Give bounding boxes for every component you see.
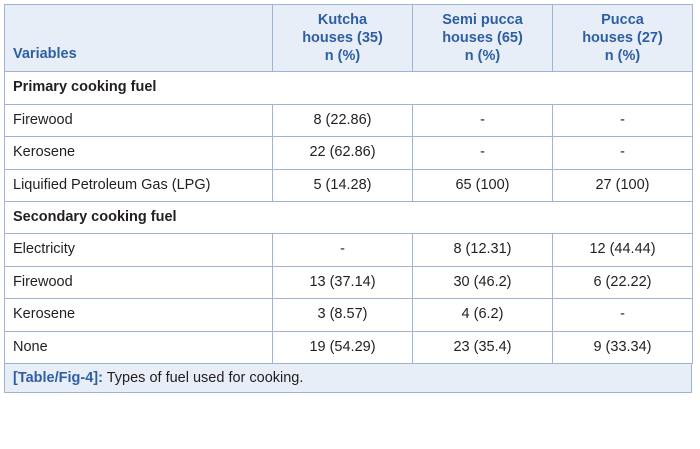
table-body: [5, 72, 693, 364]
cell-kutcha: 19 (54.29): [273, 331, 413, 363]
table-row: [5, 104, 693, 136]
row-label: Liquified Petroleum Gas (LPG): [5, 169, 273, 201]
cell-semi-pucca: -: [413, 137, 553, 169]
table-header: [5, 5, 693, 72]
column-header-semi-pucca: [413, 5, 553, 72]
column-header-semi-pucca-line1: Semi pucca: [442, 12, 523, 28]
cell-pucca: -: [553, 299, 693, 331]
column-header-kutcha: [273, 5, 413, 72]
cell-semi-pucca: 8 (12.31): [413, 234, 553, 266]
row-label: Firewood: [5, 104, 273, 136]
cell-pucca: 6 (22.22): [553, 266, 693, 298]
row-label: Kerosene: [5, 137, 273, 169]
cell-pucca: 9 (33.34): [553, 331, 693, 363]
table-row: [5, 234, 693, 266]
column-header-variables-line1: Variables: [13, 46, 77, 63]
row-label: None: [5, 331, 273, 363]
table-row: [5, 299, 693, 331]
cell-kutcha: 5 (14.28): [273, 169, 413, 201]
caption-text: Types of fuel used for cooking.: [106, 369, 304, 386]
column-header-semi-pucca-line2: houses (65): [442, 30, 523, 47]
cell-kutcha: -: [273, 234, 413, 266]
section-title-secondary: Secondary cooking fuel: [5, 201, 693, 233]
row-label: Firewood: [5, 266, 273, 298]
table-row: [5, 266, 693, 298]
column-header-pucca: [553, 5, 693, 72]
row-label: Kerosene: [5, 299, 273, 331]
cell-pucca: 27 (100): [553, 169, 693, 201]
fuel-table: [4, 4, 693, 364]
table-caption: [4, 364, 692, 393]
cell-semi-pucca: -: [413, 104, 553, 136]
cell-semi-pucca: 30 (46.2): [413, 266, 553, 298]
cell-semi-pucca: 4 (6.2): [413, 299, 553, 331]
section-title-primary: Primary cooking fuel: [5, 72, 693, 104]
cell-semi-pucca: 65 (100): [413, 169, 553, 201]
cell-pucca: -: [553, 137, 693, 169]
column-header-kutcha-line1: Kutcha: [317, 12, 368, 28]
column-header-kutcha-line3: n (%): [324, 48, 361, 65]
table-row: [5, 331, 693, 363]
section-header-row: [5, 201, 693, 233]
fuel-table-container: [4, 4, 692, 364]
table-row: [5, 169, 693, 201]
cell-kutcha: 8 (22.86): [273, 104, 413, 136]
column-header-semi-pucca-line3: n (%): [464, 48, 501, 65]
column-header-variables: [5, 5, 273, 72]
caption-label: [Table/Fig-4]:: [13, 369, 103, 386]
row-label: Electricity: [5, 234, 273, 266]
cell-pucca: -: [553, 104, 693, 136]
column-header-pucca-line1: Pucca: [601, 12, 644, 28]
column-header-pucca-line2: houses (27): [582, 30, 663, 47]
cell-kutcha: 13 (37.14): [273, 266, 413, 298]
cell-kutcha: 3 (8.57): [273, 299, 413, 331]
cell-pucca: 12 (44.44): [553, 234, 693, 266]
table-header-row: [5, 5, 693, 72]
column-header-pucca-line3: n (%): [604, 48, 641, 65]
column-header-kutcha-line2: houses (35): [302, 30, 383, 47]
table-row: [5, 137, 693, 169]
section-header-row: [5, 72, 693, 104]
cell-kutcha: 22 (62.86): [273, 137, 413, 169]
cell-semi-pucca: 23 (35.4): [413, 331, 553, 363]
